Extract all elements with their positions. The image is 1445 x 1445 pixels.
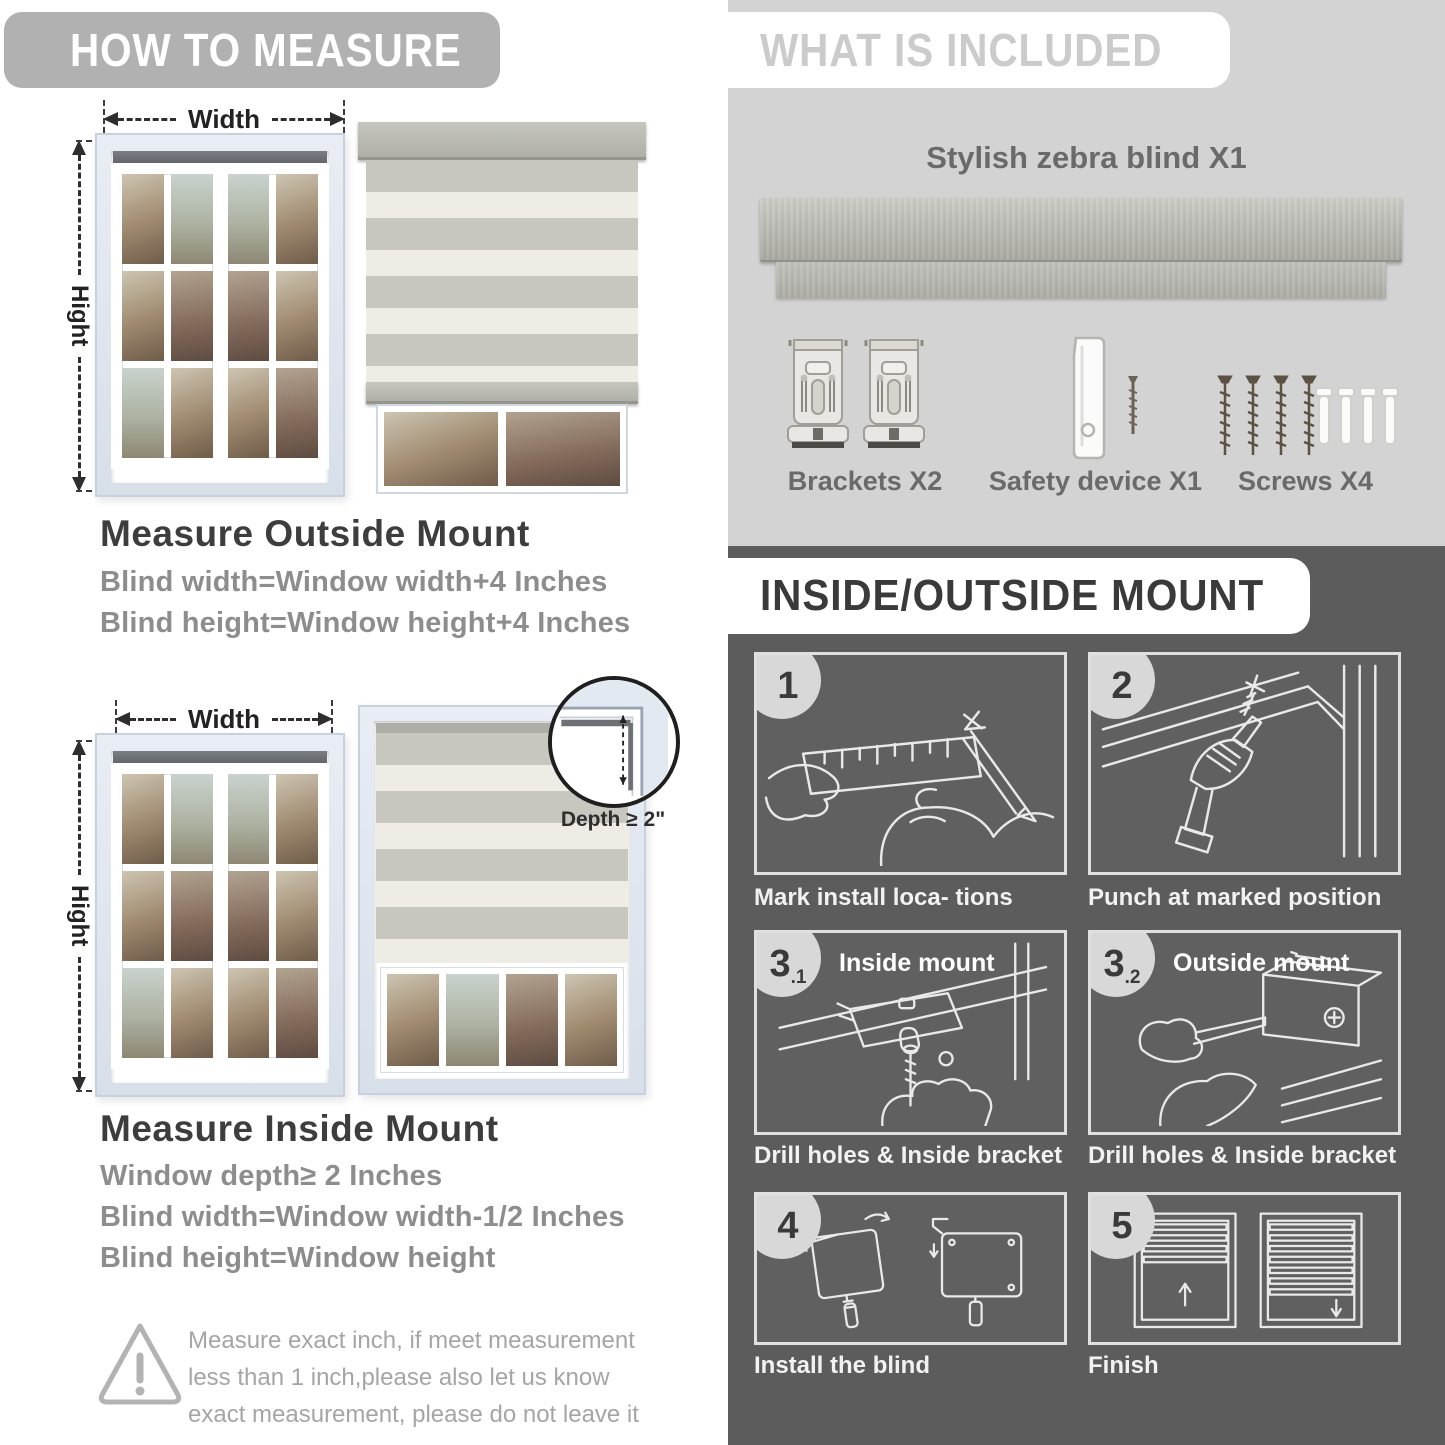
outside-formula-width: Blind width=Window width+4 Inches (100, 566, 608, 598)
window-outside-mount (95, 133, 345, 497)
blind-bottom-rail (366, 382, 638, 404)
step-3-2-box (1088, 930, 1401, 1135)
mounted-headrail-strip (113, 751, 327, 763)
mount-title: INSIDE/OUTSIDE MOUNT (760, 571, 1265, 620)
step-1-box (754, 652, 1067, 875)
arrow-right-icon (318, 712, 333, 726)
arrow-up-icon (72, 140, 86, 155)
height-label: Hight (66, 285, 93, 347)
safety-device-label: Safety device X1 (988, 466, 1203, 496)
blind-headrail-illustration (760, 198, 1402, 262)
step-number-badge: 5 (1088, 1192, 1155, 1259)
width-measure-outside (103, 103, 345, 134)
step-4-caption: Install the blind (754, 1352, 931, 1379)
arrow-down-icon (72, 1077, 86, 1092)
height-measure-inside (66, 740, 92, 1092)
inside-depth-rule: Window depth≥ 2 Inches (100, 1160, 443, 1192)
what-is-included-title: WHAT IS INCLUDED (760, 24, 1163, 76)
arrow-left-icon (103, 112, 118, 126)
depth-label: Depth ≥ 2" (560, 808, 666, 831)
inside-formula-width: Blind width=Window width-1/2 Inches (100, 1201, 625, 1233)
step-2-caption: Punch at marked position (1088, 884, 1382, 911)
product-name: Stylish zebra blind X1 (926, 140, 1247, 175)
step-5-box (1088, 1192, 1401, 1345)
width-label: Width (188, 103, 260, 134)
arrow-left-icon (115, 712, 130, 726)
screws-icon (1212, 372, 1408, 464)
step-3-2-title: Outside mount (1173, 949, 1350, 977)
depth-detail-circle (548, 676, 680, 808)
step-3-1-caption: Drill holes & Inside bracket (754, 1142, 1063, 1169)
what-is-included-banner (690, 12, 1230, 88)
zebra-blind-outside-demo (358, 122, 646, 494)
mount-banner (690, 558, 1310, 634)
blind-fabric (366, 160, 638, 382)
inside-mount-title: Measure Inside Mount (100, 1108, 499, 1149)
window-inside-mount (95, 733, 345, 1097)
step-3-1-title: Inside mount (839, 949, 995, 977)
blind-headrail (358, 122, 646, 160)
window-corner-detail (552, 680, 668, 796)
step-number-badge: 3 .1 (754, 930, 821, 997)
bracket-icon (862, 338, 926, 452)
height-measure-outside (66, 140, 92, 492)
arrow-right-icon (330, 112, 345, 126)
measure-warning-note: Measure exact inch, if meet measurement less than 1 inch,please also let us know exact measurement, please do not leave it (188, 1327, 639, 1428)
arrow-up-icon (72, 740, 86, 755)
step-1-caption: Mark install loca- tions (754, 884, 1013, 911)
outside-formula-height: Blind height=Window height+4 Inches (100, 607, 631, 639)
how-to-measure-title: HOW TO MEASURE (70, 24, 462, 76)
step-3-2-caption: Drill holes & Inside bracket (1088, 1142, 1397, 1169)
window-below-blind (380, 967, 624, 1073)
width-label: Width (188, 703, 260, 734)
outside-mount-title: Measure Outside Mount (100, 513, 530, 554)
step-number-badge: 4 (754, 1192, 821, 1259)
width-measure-inside (115, 703, 333, 734)
mounted-headrail-strip (113, 151, 327, 163)
step-3-1-box (754, 930, 1067, 1135)
screws-label: Screws X4 (1237, 466, 1374, 496)
step-4-box (754, 1192, 1067, 1345)
how-to-measure-banner (4, 12, 500, 88)
step-2-box (1088, 652, 1401, 875)
arrow-down-icon (72, 477, 86, 492)
brackets-label: Brackets X2 (787, 466, 943, 496)
step-number-badge: 3 .2 (1088, 930, 1155, 997)
step-5-caption: Finish (1088, 1352, 1159, 1379)
warning-triangle-icon (95, 1316, 185, 1408)
blind-headrail-lip (776, 262, 1386, 298)
window-below-blind (376, 404, 628, 494)
inside-formula-height: Blind height=Window height (100, 1242, 496, 1274)
bracket-icon (786, 338, 850, 452)
height-label: Hight (66, 885, 93, 947)
step-number-badge: 2 (1088, 652, 1155, 719)
safety-device-icon (1042, 334, 1146, 462)
step-number-badge: 1 (754, 652, 821, 719)
